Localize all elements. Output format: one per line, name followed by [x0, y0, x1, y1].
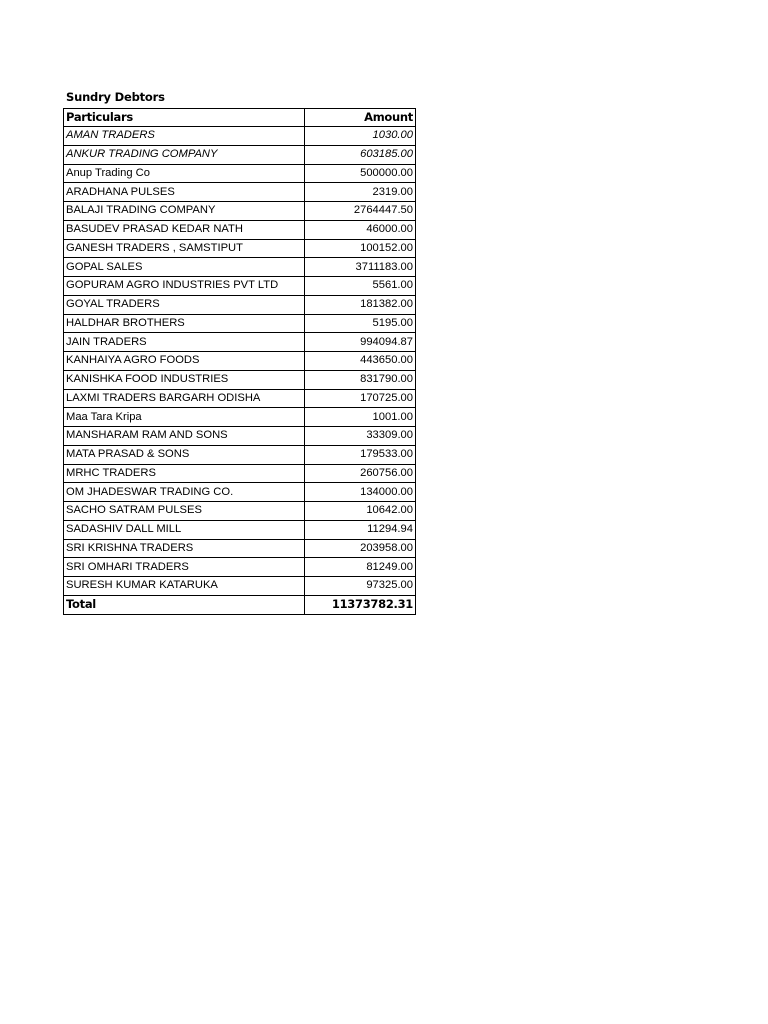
sheet-title: Sundry Debtors: [66, 90, 165, 104]
table-row: [64, 145, 416, 164]
debtor-amount: 10642.00: [305, 502, 416, 521]
amount-header: Amount: [305, 109, 416, 127]
table-row: [64, 164, 416, 183]
total-row: [64, 595, 416, 614]
table-row: [64, 295, 416, 314]
table-row: [64, 220, 416, 239]
table-row: [64, 445, 416, 464]
table-row: [64, 127, 416, 146]
table-row: [64, 239, 416, 258]
table-row: [64, 483, 416, 502]
table-row: [64, 258, 416, 277]
debtor-name: Maa Tara Kripa: [64, 408, 305, 427]
total-label: Total: [64, 595, 305, 614]
debtor-name: SRI KRISHNA TRADERS: [64, 539, 305, 558]
debtor-amount: 443650.00: [305, 352, 416, 371]
debtor-name: BASUDEV PRASAD KEDAR NATH: [64, 220, 305, 239]
debtor-name: OM JHADESWAR TRADING CO.: [64, 483, 305, 502]
debtor-name: MATA PRASAD & SONS: [64, 445, 305, 464]
total-amount: 11373782.31: [305, 595, 416, 614]
debtor-amount: 260756.00: [305, 464, 416, 483]
sundry-debtors-table: [63, 108, 416, 615]
particulars-header: Particulars: [64, 109, 305, 127]
debtor-amount: 97325.00: [305, 577, 416, 596]
debtor-amount: 1001.00: [305, 408, 416, 427]
table-row: [64, 370, 416, 389]
debtor-amount: 603185.00: [305, 145, 416, 164]
table-row: [64, 577, 416, 596]
debtor-amount: 100152.00: [305, 239, 416, 258]
debtor-name: BALAJI TRADING COMPANY: [64, 202, 305, 221]
debtor-amount: 170725.00: [305, 389, 416, 408]
debtor-amount: 831790.00: [305, 370, 416, 389]
debtor-amount: 1030.00: [305, 127, 416, 146]
debtor-name: MANSHARAM RAM AND SONS: [64, 427, 305, 446]
debtor-name: GANESH TRADERS , SAMSTIPUT: [64, 239, 305, 258]
debtor-amount: 2319.00: [305, 183, 416, 202]
table-row: [64, 539, 416, 558]
table-row: [64, 277, 416, 296]
debtor-amount: 134000.00: [305, 483, 416, 502]
debtor-name: GOPURAM AGRO INDUSTRIES PVT LTD: [64, 277, 305, 296]
table-row: [64, 314, 416, 333]
debtor-amount: 181382.00: [305, 295, 416, 314]
debtor-amount: 2764447.50: [305, 202, 416, 221]
debtor-name: SACHO SATRAM PULSES: [64, 502, 305, 521]
debtor-name: KANISHKA FOOD INDUSTRIES: [64, 370, 305, 389]
table-row: [64, 520, 416, 539]
debtor-name: SURESH KUMAR KATARUKA: [64, 577, 305, 596]
debtor-name: LAXMI TRADERS BARGARH ODISHA: [64, 389, 305, 408]
debtor-amount: 203958.00: [305, 539, 416, 558]
debtor-name: MRHC TRADERS: [64, 464, 305, 483]
debtor-amount: 33309.00: [305, 427, 416, 446]
debtor-amount: 46000.00: [305, 220, 416, 239]
table-row: [64, 558, 416, 577]
table-row: [64, 202, 416, 221]
debtor-name: HALDHAR BROTHERS: [64, 314, 305, 333]
debtor-amount: 994094.87: [305, 333, 416, 352]
debtor-amount: 5195.00: [305, 314, 416, 333]
debtor-amount: 81249.00: [305, 558, 416, 577]
table-row: [64, 333, 416, 352]
debtor-name: GOYAL TRADERS: [64, 295, 305, 314]
debtor-amount: 500000.00: [305, 164, 416, 183]
debtor-name: ARADHANA PULSES: [64, 183, 305, 202]
debtor-name: AMAN TRADERS: [64, 127, 305, 146]
debtor-name: KANHAIYA AGRO FOODS: [64, 352, 305, 371]
table-header-row: [64, 109, 416, 127]
debtor-name: SADASHIV DALL MILL: [64, 520, 305, 539]
table-row: [64, 464, 416, 483]
debtor-name: GOPAL SALES: [64, 258, 305, 277]
debtor-amount: 11294.94: [305, 520, 416, 539]
table-row: [64, 389, 416, 408]
table-row: [64, 427, 416, 446]
table-row: [64, 502, 416, 521]
debtor-name: Anup Trading Co: [64, 164, 305, 183]
debtor-amount: 179533.00: [305, 445, 416, 464]
table-row: [64, 408, 416, 427]
debtor-name: JAIN TRADERS: [64, 333, 305, 352]
debtor-name: SRI OMHARI TRADERS: [64, 558, 305, 577]
debtor-amount: 5561.00: [305, 277, 416, 296]
debtor-amount: 3711183.00: [305, 258, 416, 277]
table-row: [64, 352, 416, 371]
debtor-name: ANKUR TRADING COMPANY: [64, 145, 305, 164]
table-row: [64, 183, 416, 202]
